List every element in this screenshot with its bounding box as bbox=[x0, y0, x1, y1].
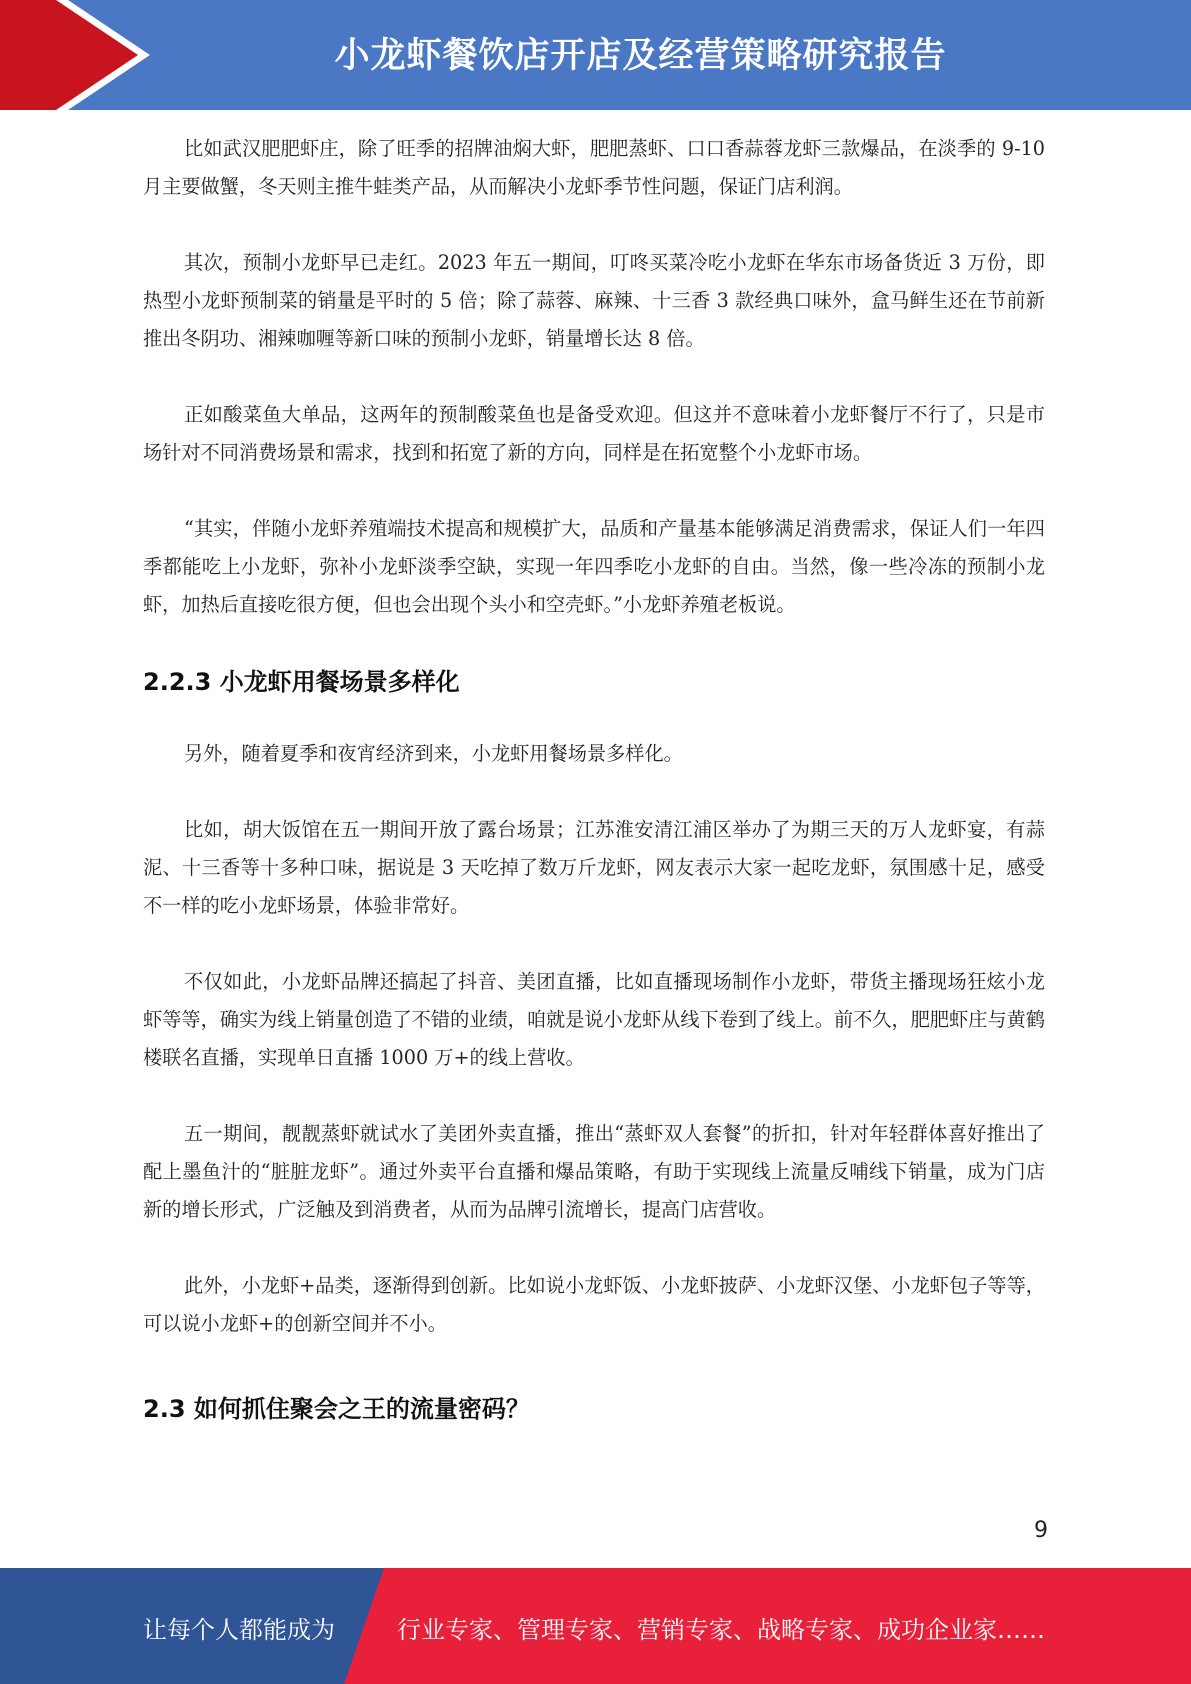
paragraph: 其次，预制小龙虾早已走红。2023 年五一期间，叮咚买菜冷吃小龙虾在华东市场备货近 3 万份，即热型小龙虾预制菜的销量是平时的 5 倍；除了蒜蓉、麻辣、十三香 3 款经典口味外，盒马鲜生还在节前新推出冬阴功、湘辣咖喱等新口味的预制小龙虾，销量增长达 8 倍。 bbox=[143, 251, 1045, 350]
header-band bbox=[0, 0, 1191, 110]
page-content bbox=[143, 130, 1045, 1424]
paragraph: 比如，胡大饭馆在五一期间开放了露台场景；江苏淮安清江浦区举办了为期三天的万人龙虾宴，有蒜泥、十三香等十多种口味，据说是 3 天吃掉了数万斤龙虾，网友表示大家一起吃龙虾，氛围感十足，感受不一样的吃小龙虾场景，体验非常好。 bbox=[143, 818, 1045, 917]
paragraph: 比如武汉肥肥虾庄，除了旺季的招牌油焖大虾，肥肥蒸虾、口口香蒜蓉龙虾三款爆品，在淡季的 9-10 月主要做蟹，冬天则主推牛蛙类产品，从而解决小龙虾季节性问题，保证门店利润。 bbox=[143, 137, 1045, 198]
section-heading-2-3: 2.3 如何抓住聚会之王的流量密码？ bbox=[143, 1395, 530, 1423]
page-number: 9 bbox=[1034, 1518, 1048, 1543]
footer-slogan-right: 行业专家、管理专家、营销专家、战略专家、成功企业家…… bbox=[397, 1616, 1045, 1644]
paragraph: 此外，小龙虾+品类，逐渐得到创新。比如说小龙虾饭、小龙虾披萨、小龙虾汉堡、小龙虾包子等等，可以说小龙虾+的创新空间并不小。 bbox=[143, 1274, 1045, 1335]
paragraph: “其实，伴随小龙虾养殖端技术提高和规模扩大，品质和产量基本能够满足消费需求，保证人们一年四季都能吃上小龙虾，弥补小龙虾淡季空缺，实现一年四季吃小龙虾的自由。当然，像一些冷冻的预制小龙虾，加热后直接吃很方便，但也会出现个头小和空壳虾。”小龙虾养殖老板说。 bbox=[143, 517, 1045, 616]
paragraph: 不仅如此，小龙虾品牌还搞起了抖音、美团直播，比如直播现场制作小龙虾，带货主播现场狂炫小龙虾等等，确实为线上销量创造了不错的业绩，咱就是说小龙虾从线下卷到了线上。前不久，肥肥虾庄与黄鹤楼联名直播，实现单日直播 1000 万+的线上营收。 bbox=[143, 970, 1045, 1069]
footer-slogan-left: 让每个人都能成为 bbox=[143, 1616, 335, 1644]
paragraph: 正如酸菜鱼大单品，这两年的预制酸菜鱼也是备受欢迎。但这并不意味着小龙虾餐厅不行了，只是市场针对不同消费场景和需求，找到和拓宽了新的方向，同样是在拓宽整个小龙虾市场。 bbox=[143, 403, 1045, 464]
paragraph: 五一期间，靓靓蒸虾就试水了美团外卖直播，推出“蒸虾双人套餐”的折扣，针对年轻群体喜好推出了配上墨鱼汁的“脏脏龙虾”。通过外卖平台直播和爆品策略，有助于实现线上流量反哺线下销量，成为门店新的增长形式，广泛触及到消费者，从而为品牌引流增长，提高门店营收。 bbox=[143, 1122, 1045, 1221]
paragraph: 另外，随着夏季和夜宵经济到来，小龙虾用餐场景多样化。 bbox=[184, 742, 683, 765]
report-title: 小龙虾餐饮店开店及经营策略研究报告 bbox=[334, 36, 947, 76]
footer-band bbox=[0, 1568, 1191, 1684]
section-heading-2-2-3: 2.2.3 小龙虾用餐场景多样化 bbox=[143, 668, 460, 696]
